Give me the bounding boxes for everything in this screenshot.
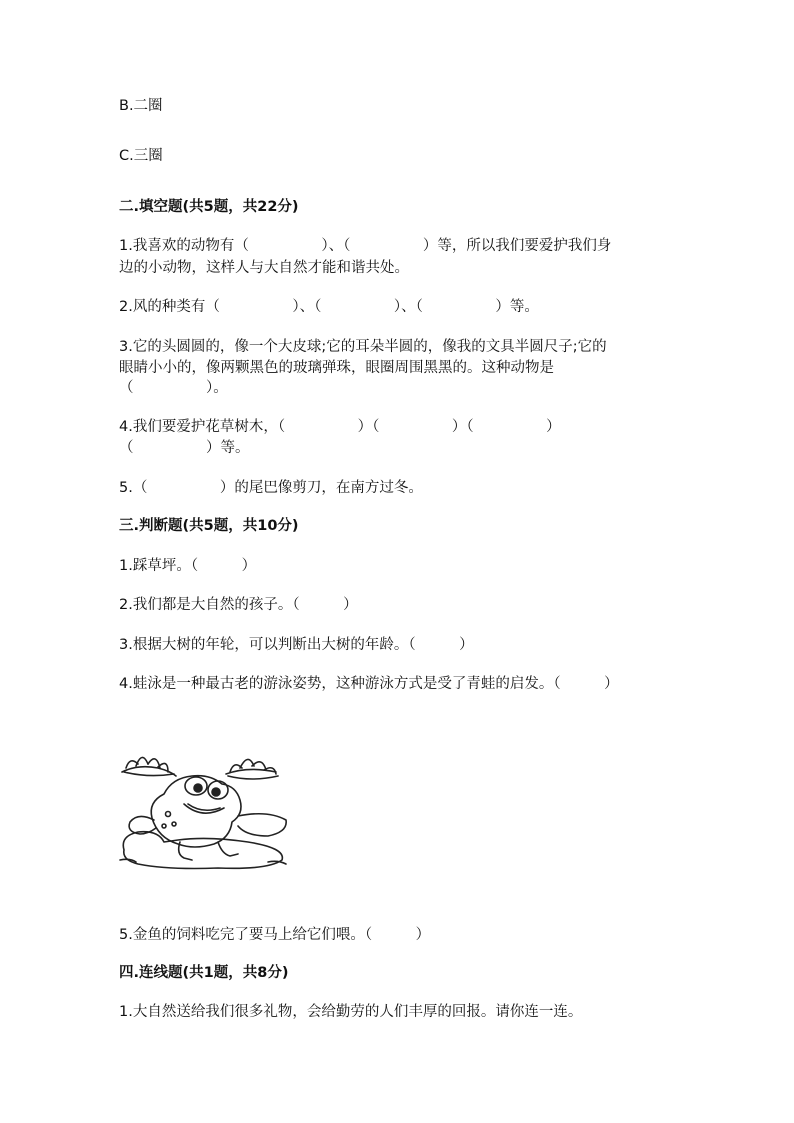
fill-q3-line2: 眼睛小小的，像两颗黑色的玻璃弹珠，眼圈周围黑黑的。这种动物是 — [119, 360, 554, 376]
fill-q3-line3: （ ）。 — [119, 380, 228, 396]
fill-q2: 2.风的种类有（ ）、（ ）、（ ）等。 — [119, 299, 539, 315]
frog-on-lily-pad-illustration — [118, 746, 290, 870]
fill-q4-line2: （ ）等。 — [119, 440, 250, 456]
judge-q5: 5.金鱼的饲料吃完了要马上给它们喂。（ ） — [119, 927, 431, 943]
judge-q1: 1.踩草坪。（ ） — [119, 558, 257, 574]
fill-q5: 5.（ ）的尾巴像剪刀，在南方过冬。 — [119, 480, 423, 496]
fill-q4-line1: 4.我们要爱护花草树木，（ ）（ ）（ ） — [119, 419, 561, 435]
judge-q2: 2.我们都是大自然的孩子。（ ） — [119, 597, 358, 613]
fill-q1-line1: 1.我喜欢的动物有（ ）、（ ）等，所以我们要爱护我们身 — [119, 238, 612, 254]
fill-q3-line1: 3.它的头圆圆的，像一个大皮球;它的耳朵半圆的，像我的文具半圆尺子;它的 — [119, 339, 607, 355]
judge-q3: 3.根据大树的年轮，可以判断出大树的年龄。（ ） — [119, 637, 474, 653]
section-2-heading: 二.填空题(共5题，共22分) — [119, 199, 299, 215]
option-c: C.三圈 — [119, 148, 163, 164]
section-4-heading: 四.连线题(共1题，共8分) — [119, 965, 289, 981]
judge-q4: 4.蛙泳是一种最古老的游泳姿势，这种游泳方式是受了青蛙的启发。（ ） — [119, 676, 619, 692]
fill-q1-line2: 边的小动物，这样人与大自然才能和谐共处。 — [119, 260, 409, 276]
option-b: B.二圈 — [119, 98, 163, 114]
section-3-heading: 三.判断题(共5题，共10分) — [119, 518, 299, 534]
match-q1: 1.大自然送给我们很多礼物，会给勤劳的人们丰厚的回报。请你连一连。 — [119, 1004, 583, 1020]
